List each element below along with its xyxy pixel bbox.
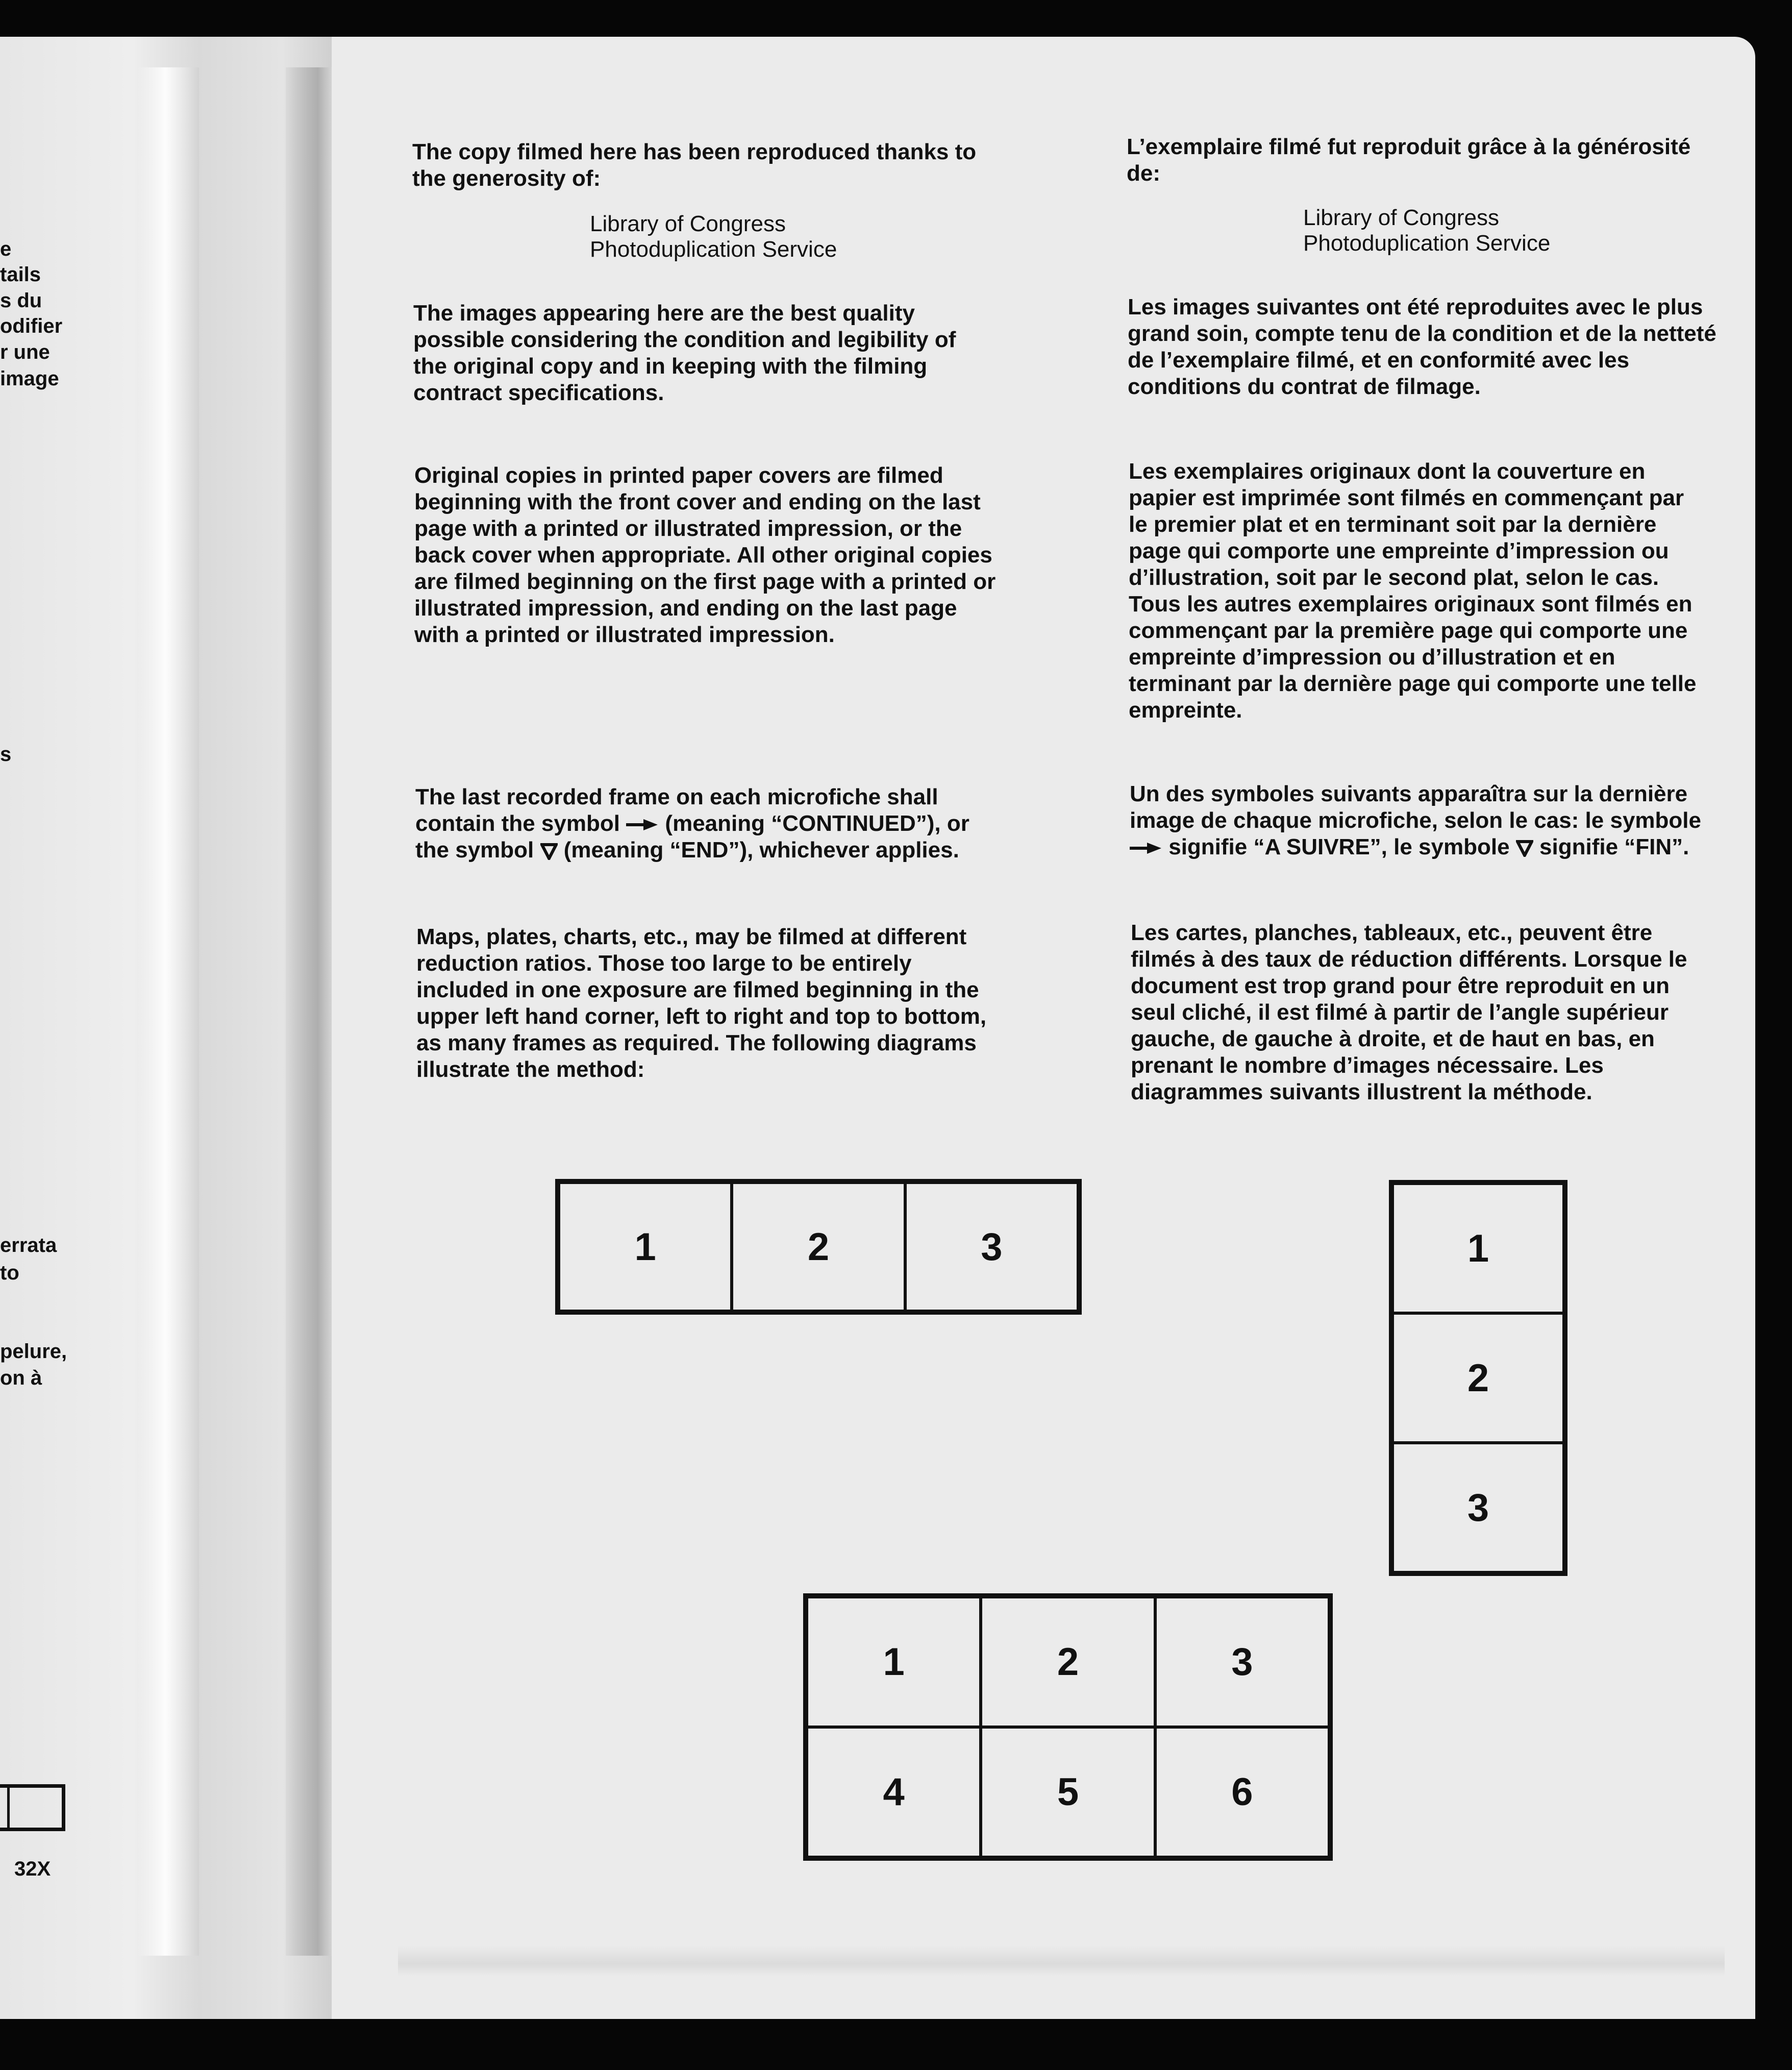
- french-quality-note: Les images suivantes ont été reproduites avec le plus grand soin, compte tenu de la condition et de la netteté de l’exemplaire filmé, et en conformité avec les conditions du contrat de filmage.: [1128, 294, 1716, 399]
- english-quality-note: The images appearing here are the best quality possible considering the condition and legibility of the original copy and in keeping with the filming contract specifications.: [413, 301, 956, 405]
- french-frame-note: [1130, 781, 1706, 860]
- horizontal-frame-diagram: [555, 1179, 1082, 1315]
- frame-note-part: The last recorded frame on each microfiche shall contain the symbol: [415, 784, 938, 836]
- english-maps-note: Maps, plates, charts, etc., may be filmed at different reduction ratios. Those too large to be entirely included in one exposure are filmed beginning in the upper left hand corner, left to right and top to bottom, as many frames as required. The following diagrams illustrate the method:: [416, 924, 987, 1082]
- frame-note-part: (meaning “CONTINUED”), or the symbol: [415, 811, 969, 862]
- left-fragment: r une: [0, 341, 50, 363]
- end-triangle-icon: [1516, 840, 1533, 857]
- left-fragment: image: [0, 367, 59, 390]
- frame-cell: 2: [732, 1182, 905, 1311]
- english-intro: The copy filmed here has been reproduced thanks to the generosity of:: [412, 139, 977, 191]
- english-library-credit: [590, 211, 837, 262]
- library-name: Library of Congress: [590, 211, 786, 236]
- french-library-credit: [1303, 205, 1550, 256]
- frame-cell: 2: [1392, 1313, 1564, 1443]
- french-intro: L’exemplaire filmé fut reproduit grâce à la générosité de:: [1127, 134, 1691, 186]
- page-fold-shadow: [286, 67, 332, 1956]
- frame-cell: 3: [905, 1182, 1078, 1311]
- french-originals-note: Les exemplaires originaux dont la couverture en papier est imprimée sont filmés en commençant par le premier plat et en terminant soit par la dernière page qui comporte une empreinte d’impression ou d’illustration, soit par le second plat, selon le cas. Tous les autres exemplaires originaux sont filmés en commençant par la première page qui comporte une empreinte d’impression ou d’illustration et en terminant par la dernière page qui comporte une telle empreinte.: [1129, 459, 1697, 723]
- frame-cell: 1: [1392, 1184, 1564, 1313]
- frame-note-part: (meaning “END”), whichever applies.: [563, 837, 959, 862]
- french-maps-note: Les cartes, planches, tableaux, etc., peuvent être filmés à des taux de réduction différents. Lorsque le document est trop grand pour être reproduit en un seul cliché, il est filmé à partir de l’angle supérieur gauche, de gauche à droite, et de haut en bas, en prenant le nombre d’images nécessaire. Les diagrammes suivants illustrent la méthode.: [1131, 920, 1687, 1104]
- left-fragment: on à: [0, 1367, 42, 1389]
- page-fold-highlight: [138, 67, 199, 1956]
- grid-frame-diagram: [803, 1593, 1333, 1861]
- frame-cell: 4: [807, 1727, 981, 1857]
- frame-note-part: signifie “FIN”.: [1539, 834, 1689, 859]
- reduction-scale-label: 32X: [14, 1858, 51, 1880]
- library-name: Library of Congress: [1303, 205, 1499, 230]
- left-fragment: s: [0, 743, 12, 766]
- frame-cell: 6: [1155, 1727, 1329, 1857]
- frame-cell: 1: [559, 1182, 732, 1311]
- left-fragment: e: [0, 238, 12, 260]
- left-fragment: odifier: [0, 315, 63, 337]
- continued-arrow-icon: [626, 817, 659, 832]
- left-fragment: errata: [0, 1234, 57, 1256]
- left-fragment: s du: [0, 289, 42, 312]
- bottom-shadow: [398, 1945, 1725, 1976]
- frame-cell: 3: [1392, 1443, 1564, 1572]
- frame-note-part: Un des symboles suivants apparaîtra sur la dernière image de chaque microfiche, selon le cas: le symbole: [1130, 781, 1701, 833]
- frame-cell: 2: [981, 1597, 1155, 1727]
- frame-cell: 3: [1155, 1597, 1329, 1727]
- english-frame-note: [415, 784, 992, 864]
- vertical-frame-diagram: [1389, 1180, 1567, 1576]
- left-fragment: to: [0, 1262, 19, 1284]
- frame-note-part: signifie “A SUIVRE”, le symbole: [1168, 834, 1510, 859]
- reduction-scale-box: [0, 1784, 65, 1831]
- library-service: Photoduplication Service: [1303, 231, 1551, 256]
- english-originals-note: Original copies in printed paper covers are filmed beginning with the front cover and ending on the last page with a printed or illustrated impression, or the back cover when appropriate. All other original copies are filmed beginning on the first page with a printed or illustrated impression, and ending on the last page with a printed or illustrated impression.: [414, 463, 996, 647]
- frame-cell: 5: [981, 1727, 1155, 1857]
- library-service: Photoduplication Service: [590, 237, 837, 262]
- left-fragment: pelure,: [0, 1340, 67, 1363]
- frame-cell: 1: [807, 1597, 981, 1727]
- scale-box-divider: [0, 1788, 10, 1828]
- continued-arrow-icon: [1130, 841, 1162, 856]
- left-fragment: tails: [0, 263, 41, 286]
- end-triangle-icon: [540, 843, 558, 860]
